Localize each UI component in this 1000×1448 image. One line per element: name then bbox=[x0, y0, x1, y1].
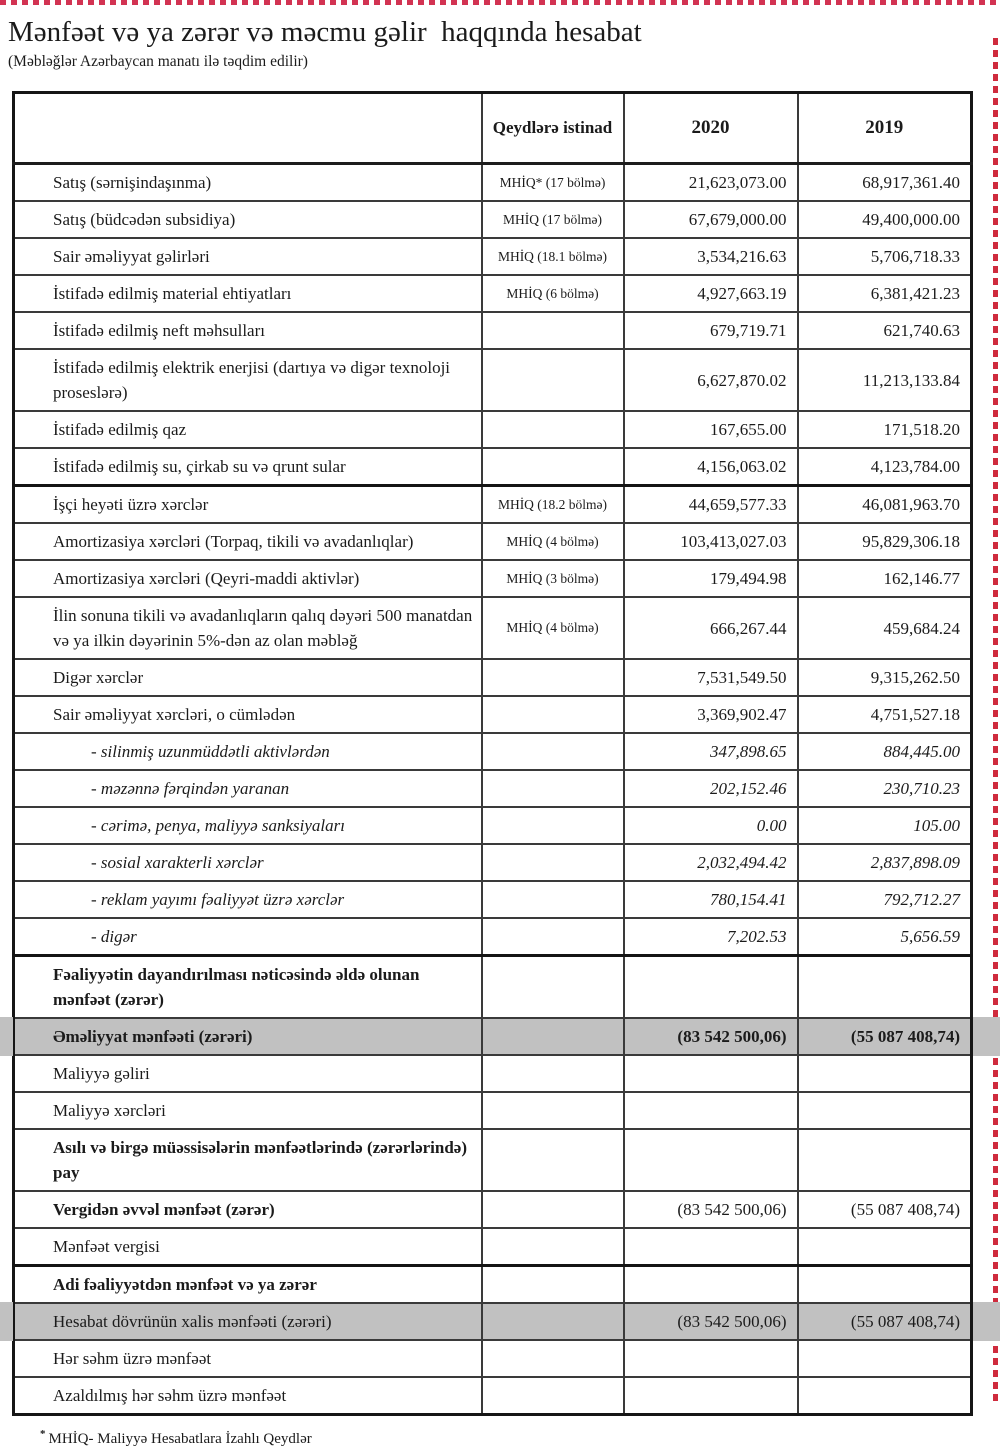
table-row bbox=[14, 1018, 972, 1055]
cell-label: Sair əməliyyat gəlirləri bbox=[14, 238, 482, 275]
page-title: Mənfəət və ya zərər və məcmu gəlir haqqında hesabat bbox=[8, 16, 642, 48]
cell-label: - digər bbox=[14, 918, 482, 956]
cell-note bbox=[482, 349, 624, 411]
cell-note: MHİQ (18.2 bölmə) bbox=[482, 486, 624, 524]
cell-value-2020: 3,534,216.63 bbox=[624, 238, 798, 275]
cell-label: Əməliyyat mənfəəti (zərəri) bbox=[14, 1018, 482, 1055]
table-row bbox=[14, 411, 972, 448]
cell-label: - cərimə, penya, maliyyə sanksiyaları bbox=[14, 807, 482, 844]
table-header-row bbox=[14, 93, 972, 164]
table-row bbox=[14, 659, 972, 696]
table-row bbox=[14, 523, 972, 560]
cell-note bbox=[482, 1228, 624, 1266]
cell-note bbox=[482, 1377, 624, 1415]
table-row bbox=[14, 448, 972, 486]
cell-value-2020: 780,154.41 bbox=[624, 881, 798, 918]
cell-note bbox=[482, 448, 624, 486]
cell-value-2020: 167,655.00 bbox=[624, 411, 798, 448]
table-row bbox=[14, 349, 972, 411]
cell-label: Azaldılmış hər səhm üzrə mənfəət bbox=[14, 1377, 482, 1415]
cell-value-2020 bbox=[624, 1266, 798, 1304]
cell-note bbox=[482, 1303, 624, 1340]
cell-label: - sosial xarakterli xərclər bbox=[14, 844, 482, 881]
cell-note bbox=[482, 807, 624, 844]
cell-value-2019 bbox=[798, 1266, 972, 1304]
cell-note bbox=[482, 1340, 624, 1377]
table-row bbox=[14, 560, 972, 597]
income-statement-table bbox=[12, 91, 973, 1416]
cell-value-2019: 5,706,718.33 bbox=[798, 238, 972, 275]
cell-value-2019: 105.00 bbox=[798, 807, 972, 844]
table-row bbox=[14, 956, 972, 1019]
cell-label: İstifadə edilmiş neft məhsulları bbox=[14, 312, 482, 349]
table-row bbox=[14, 844, 972, 881]
cell-value-2019: 162,146.77 bbox=[798, 560, 972, 597]
cell-value-2019 bbox=[798, 1377, 972, 1415]
table-row bbox=[14, 275, 972, 312]
cell-value-2019 bbox=[798, 1055, 972, 1092]
table-row bbox=[14, 1303, 972, 1340]
cell-value-2019: 2,837,898.09 bbox=[798, 844, 972, 881]
cell-value-2020: 4,927,663.19 bbox=[624, 275, 798, 312]
cell-value-2019: 49,400,000.00 bbox=[798, 201, 972, 238]
cell-value-2019: (55 087 408,74) bbox=[798, 1191, 972, 1228]
cell-label: Hər səhm üzrə mənfəət bbox=[14, 1340, 482, 1377]
cell-label: İstifadə edilmiş elektrik enerjisi (dartıya və digər texnoloji proseslərə) bbox=[14, 349, 482, 411]
cell-label: - reklam yayımı fəaliyyət üzrə xərclər bbox=[14, 881, 482, 918]
header-year-2020: 2020 bbox=[624, 93, 798, 164]
table-row bbox=[14, 1191, 972, 1228]
table-row bbox=[14, 238, 972, 275]
cell-value-2019: 46,081,963.70 bbox=[798, 486, 972, 524]
table-row bbox=[14, 164, 972, 202]
cell-value-2020: 4,156,063.02 bbox=[624, 448, 798, 486]
table-row bbox=[14, 201, 972, 238]
cell-value-2019 bbox=[798, 1129, 972, 1191]
cell-note: MHİQ (3 bölmə) bbox=[482, 560, 624, 597]
cell-value-2019: 230,710.23 bbox=[798, 770, 972, 807]
cell-note: MHİQ (4 bölmə) bbox=[482, 523, 624, 560]
cell-note bbox=[482, 770, 624, 807]
cell-value-2020: 202,152.46 bbox=[624, 770, 798, 807]
table-row bbox=[14, 597, 972, 659]
cell-label: Amortizasiya xərcləri (Qeyri-maddi aktivlər) bbox=[14, 560, 482, 597]
cell-label: Vergidən əvvəl mənfəət (zərər) bbox=[14, 1191, 482, 1228]
cell-note bbox=[482, 1266, 624, 1304]
cell-value-2020 bbox=[624, 956, 798, 1019]
cell-label: - silinmiş uzunmüddətli aktivlərdən bbox=[14, 733, 482, 770]
cell-note bbox=[482, 1092, 624, 1129]
cell-label: Maliyyə xərcləri bbox=[14, 1092, 482, 1129]
cell-value-2020: 679,719.71 bbox=[624, 312, 798, 349]
cell-label: İlin sonuna tikili və avadanlıqların qalıq dəyəri 500 manatdan və ya ilkin dəyərinin 5%-dən az olan məbləğ bbox=[14, 597, 482, 659]
cell-value-2020: 179,494.98 bbox=[624, 560, 798, 597]
cell-note bbox=[482, 696, 624, 733]
cell-label: İstifadə edilmiş material ehtiyatları bbox=[14, 275, 482, 312]
cell-note bbox=[482, 312, 624, 349]
cell-value-2020: 666,267.44 bbox=[624, 597, 798, 659]
table-row bbox=[14, 696, 972, 733]
cell-note bbox=[482, 411, 624, 448]
header-empty-cell bbox=[14, 93, 482, 164]
cell-note bbox=[482, 956, 624, 1019]
cell-value-2020: (83 542 500,06) bbox=[624, 1303, 798, 1340]
cell-note bbox=[482, 918, 624, 956]
cell-value-2020: (83 542 500,06) bbox=[624, 1018, 798, 1055]
cell-value-2019: 621,740.63 bbox=[798, 312, 972, 349]
table-row bbox=[14, 1266, 972, 1304]
cell-value-2020 bbox=[624, 1228, 798, 1266]
cell-value-2020: 6,627,870.02 bbox=[624, 349, 798, 411]
table-row bbox=[14, 770, 972, 807]
cell-label: İşçi heyəti üzrə xərclər bbox=[14, 486, 482, 524]
table-row bbox=[14, 1055, 972, 1092]
table-row bbox=[14, 1228, 972, 1266]
table-row bbox=[14, 1129, 972, 1191]
header-year-2019: 2019 bbox=[798, 93, 972, 164]
cell-value-2019: 792,712.27 bbox=[798, 881, 972, 918]
cell-label: - məzənnə fərqindən yaranan bbox=[14, 770, 482, 807]
cell-value-2019: 4,123,784.00 bbox=[798, 448, 972, 486]
cell-value-2020: 103,413,027.03 bbox=[624, 523, 798, 560]
cell-note bbox=[482, 1055, 624, 1092]
table-row bbox=[14, 312, 972, 349]
cell-label: Satış (büdcədən subsidiya) bbox=[14, 201, 482, 238]
cell-note: MHİQ (6 bölmə) bbox=[482, 275, 624, 312]
cell-note bbox=[482, 1018, 624, 1055]
cell-value-2019: 4,751,527.18 bbox=[798, 696, 972, 733]
table-row bbox=[14, 918, 972, 956]
cell-value-2019: 5,656.59 bbox=[798, 918, 972, 956]
cell-label: Maliyyə gəliri bbox=[14, 1055, 482, 1092]
cell-value-2020: 347,898.65 bbox=[624, 733, 798, 770]
cell-note: MHİQ (4 bölmə) bbox=[482, 597, 624, 659]
cell-value-2019 bbox=[798, 1340, 972, 1377]
cell-value-2019: 459,684.24 bbox=[798, 597, 972, 659]
cell-value-2019 bbox=[798, 956, 972, 1019]
footnote-text: MHİQ- Maliyyə Hesabatlara İzahlı Qeydlər bbox=[48, 1431, 312, 1447]
cell-value-2020: 3,369,902.47 bbox=[624, 696, 798, 733]
cell-label: Asılı və birgə müəssisələrin mənfəətlərində (zərərlərində) pay bbox=[14, 1129, 482, 1191]
cell-value-2020 bbox=[624, 1340, 798, 1377]
header-notes-reference: Qeydlərə istinad bbox=[482, 93, 624, 164]
cell-label: Amortizasiya xərcləri (Torpaq, tikili və avadanlıqlar) bbox=[14, 523, 482, 560]
table-row bbox=[14, 1340, 972, 1377]
cell-value-2019: 68,917,361.40 bbox=[798, 164, 972, 202]
cell-label: Adi fəaliyyətdən mənfəət və ya zərər bbox=[14, 1266, 482, 1304]
cell-value-2020 bbox=[624, 1092, 798, 1129]
cell-label: Sair əməliyyat xərcləri, o cümlədən bbox=[14, 696, 482, 733]
cell-note: MHİQ (18.1 bölmə) bbox=[482, 238, 624, 275]
footnote bbox=[40, 1428, 1000, 1448]
cell-value-2019: (55 087 408,74) bbox=[798, 1303, 972, 1340]
cell-label: Fəaliyyətin dayandırılması nəticəsində əldə olunan mənfəət (zərər) bbox=[14, 956, 482, 1019]
cell-value-2019: 884,445.00 bbox=[798, 733, 972, 770]
cell-label: İstifadə edilmiş su, çirkab su və qrunt sular bbox=[14, 448, 482, 486]
cell-label: Hesabat dövrünün xalis mənfəəti (zərəri) bbox=[14, 1303, 482, 1340]
cell-label: Digər xərclər bbox=[14, 659, 482, 696]
cell-note bbox=[482, 844, 624, 881]
cell-label: Satış (sərnişindaşınma) bbox=[14, 164, 482, 202]
cell-value-2020: 67,679,000.00 bbox=[624, 201, 798, 238]
cell-value-2019: 9,315,262.50 bbox=[798, 659, 972, 696]
cell-value-2020: 7,531,549.50 bbox=[624, 659, 798, 696]
table-row bbox=[14, 1377, 972, 1415]
table-row bbox=[14, 807, 972, 844]
cell-value-2020 bbox=[624, 1377, 798, 1415]
cell-value-2019: 11,213,133.84 bbox=[798, 349, 972, 411]
cell-value-2020: (83 542 500,06) bbox=[624, 1191, 798, 1228]
table-row bbox=[14, 881, 972, 918]
cell-note: MHİQ (17 bölmə) bbox=[482, 201, 624, 238]
footnote-marker: * bbox=[40, 1428, 46, 1440]
cell-note bbox=[482, 733, 624, 770]
cell-value-2020: 21,623,073.00 bbox=[624, 164, 798, 202]
cell-note bbox=[482, 659, 624, 696]
cell-note bbox=[482, 1129, 624, 1191]
cell-value-2019: (55 087 408,74) bbox=[798, 1018, 972, 1055]
cell-value-2020: 7,202.53 bbox=[624, 918, 798, 956]
cell-value-2020 bbox=[624, 1129, 798, 1191]
cell-note bbox=[482, 881, 624, 918]
table-row bbox=[14, 733, 972, 770]
cell-value-2019 bbox=[798, 1092, 972, 1129]
cell-note bbox=[482, 1191, 624, 1228]
cell-value-2020 bbox=[624, 1055, 798, 1092]
cell-label: Mənfəət vergisi bbox=[14, 1228, 482, 1266]
cell-label: İstifadə edilmiş qaz bbox=[14, 411, 482, 448]
cell-value-2019: 6,381,421.23 bbox=[798, 275, 972, 312]
table-row bbox=[14, 1092, 972, 1129]
cell-value-2020: 2,032,494.42 bbox=[624, 844, 798, 881]
cell-value-2020: 44,659,577.33 bbox=[624, 486, 798, 524]
cell-value-2019: 95,829,306.18 bbox=[798, 523, 972, 560]
cell-value-2019 bbox=[798, 1228, 972, 1266]
table-row bbox=[14, 486, 972, 524]
cell-note: MHİQ* (17 bölmə) bbox=[482, 164, 624, 202]
page-subtitle: (Məbləğlər Azərbaycan manatı ilə təqdim edilir) bbox=[8, 53, 308, 70]
cell-value-2019: 171,518.20 bbox=[798, 411, 972, 448]
cell-value-2020: 0.00 bbox=[624, 807, 798, 844]
